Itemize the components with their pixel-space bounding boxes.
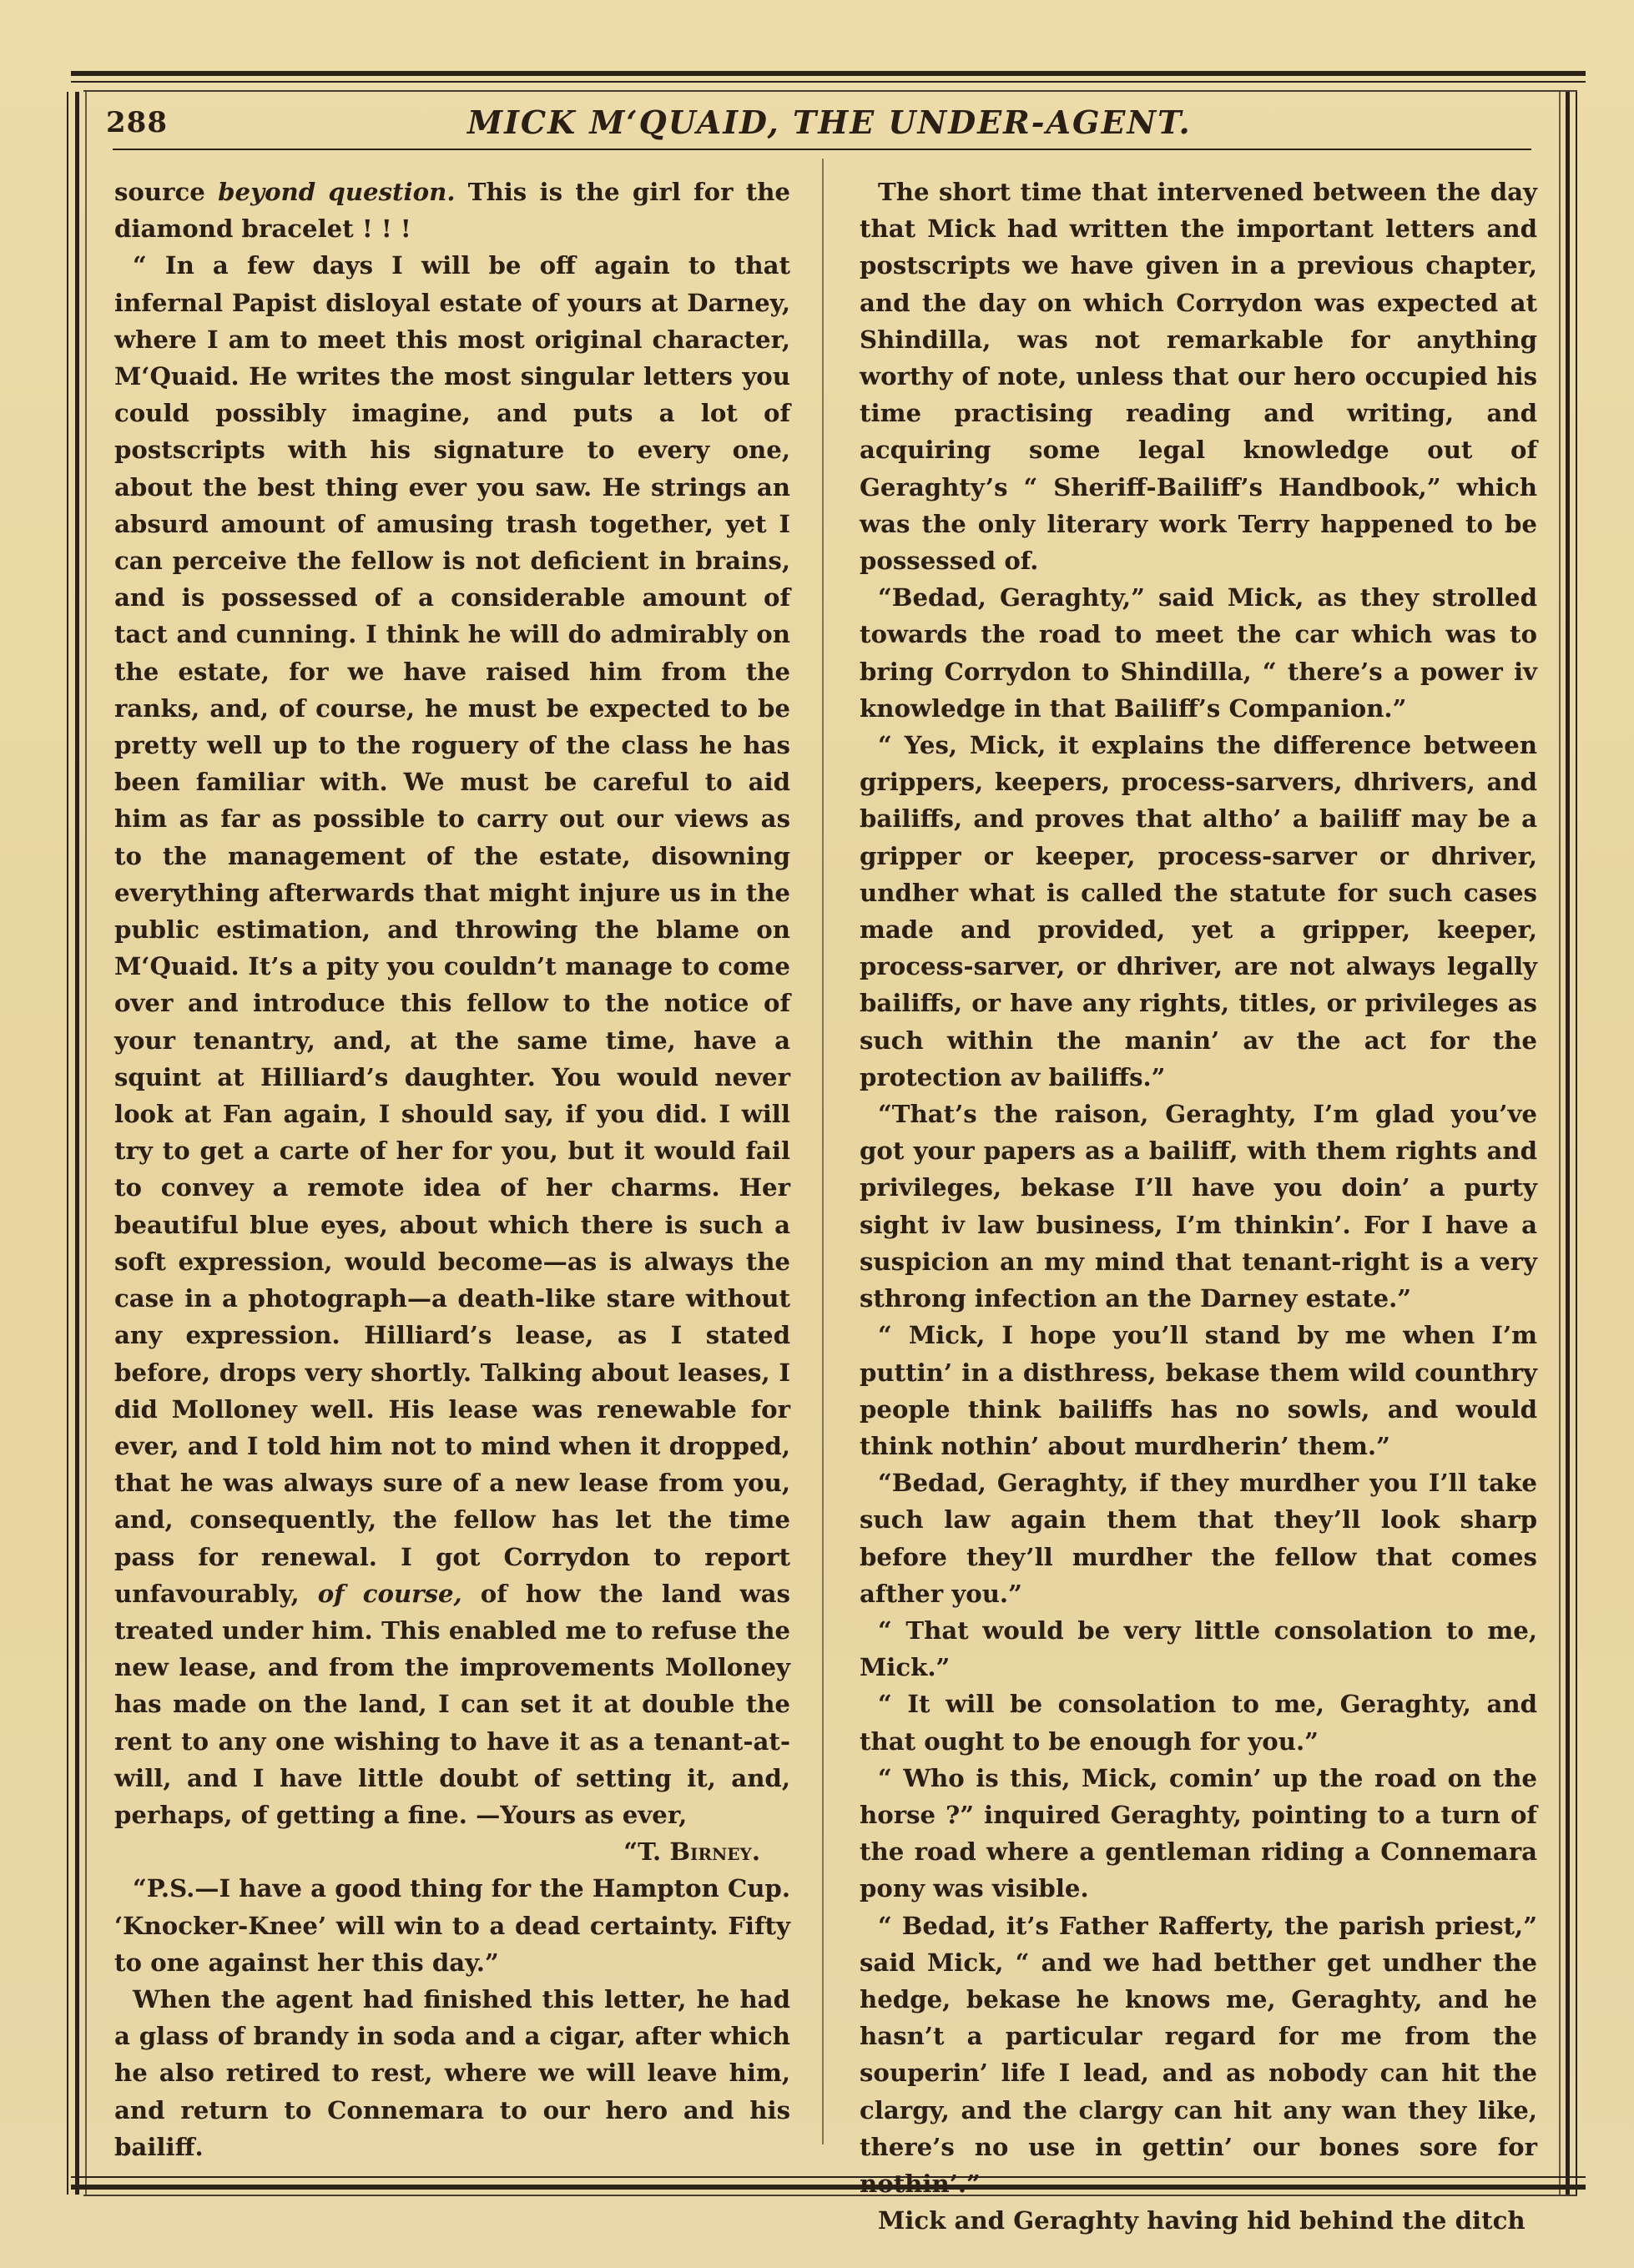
left-column [114, 174, 790, 2165]
top-border-rule [71, 81, 1586, 83]
right-border-rule [1576, 92, 1577, 2195]
text-run: source [114, 178, 219, 206]
italic-text: beyond question. [218, 178, 456, 206]
paragraph: “That’s the raison, Geraghty, I’m glad you’ve got your papers as a bailiff, with them rights and privileges, bekase I’ll have you doin’ a purty sight iv law business, I’m thinkin’. For I have a suspicion an my mind that tenant-right is a very sthrong infection an the Darney estate.” [860, 1100, 1537, 1313]
left-border-rule [75, 92, 79, 2195]
top-border-rule [83, 90, 1577, 92]
text-run: “T. [623, 1837, 670, 1867]
left-border-rule [67, 92, 68, 2195]
paragraph: “P.S.—I have a good thing for the Hampton Cup. ‘Knocker-Knee’ will win to a dead certainty. Fifty to one against her this day.” [114, 1874, 790, 1977]
right-border-rule [1559, 92, 1561, 2195]
paragraph: “Bedad, Geraghty,” said Mick, as they strolled towards the road to meet the car which was to bring Corrydon to Shindilla, “ there’s a power iv knowledge in that Bailiff’s Companion.” [860, 583, 1537, 723]
paragraph: “ Mick, I hope you’ll stand by me when I’m puttin’ in a disthress, bekase them wild counthry people think bailiffs has no sowls, and would think nothin’ about murdherin’ them.” [860, 1321, 1537, 1460]
italic-text: of course, [317, 1579, 462, 1608]
paragraph: “ That would be very little consolation to me, Mick.” [860, 1615, 1537, 1682]
right-column [860, 174, 1537, 2239]
paragraph [114, 174, 790, 247]
header-underline [113, 149, 1531, 150]
text-run: “ In a few days I will be off again to that infernal Papist disloyal estate of yours at Darney, where I am to meet this most original character, M‘Quaid. He writes the most singular letters you could possibly imagine, and puts a lot of postscripts with his signature to every one, about the best thing ever you saw. He strings an absurd amount of amusing trash together, yet I can perceive the fellow is not deficient in brains, and is possessed of a considerable amount of tact and cunning. I think he will do admirably on the estate, for we have raised him from the ranks, and, of course, he must be expected to be pretty well up to the roguery of the class he has been familiar with. We must be careful to aid him as far as possible to carry out our views as to the management of the estate, disowning everything afterwards that might injure us in the public estimation, and throwing the blame on M‘Quaid. It’s a pity you couldn’t manage to come over and introduce this fellow to the notice of your tenantry, and, at the same time, have a squint at Hilliard’s daughter. You would never look at Fan again, I should say, if you did. I will try to get a carte of her for you, but it would fail to convey a remote idea of her charms. Her beautiful blue eyes, about which there is such a soft expression, would become—as is always the case in a photograph—a death-like stare without any expression. Hilliard’s lease, as I stated before, drops very shortly. Talking about leases, I did Molloney well. His lease was renewable for ever, and I told him not to mind when it dropped, that he was always sure of a new lease from you, and, consequently, the fellow has let the time pass for renewal. I got Corrydon to report unfavourably, [114, 251, 790, 1608]
page-number: 288 [106, 106, 168, 139]
paragraph: “ It will be consolation to me, Geraghty, and that ought to be enough for you.” [860, 1690, 1537, 1756]
right-border-rule [1566, 92, 1570, 2195]
paragraph: Mick and Geraghty having hid behind the ditch [878, 2206, 1526, 2235]
paragraph: “ Who is this, Mick, comin’ up the road on the horse ?” inquired Geraghty, pointing to a turn of the road where a gentleman riding a Connemara pony was visible. [860, 1763, 1537, 1903]
running-head: MICK M‘QUAID, THE UNDER-AGENT. [467, 103, 1192, 141]
left-border-rule [85, 92, 87, 2195]
text-run: of how the land was treated under him. This enabled me to refuse the new lease, and from the improvements Molloney has made on the land, I can set it at double the rent to any one wishing to have it as a tenant-at-will, and I have little doubt of setting it, and, perhaps, of getting a fine. —Yours as ever, [114, 1579, 790, 1829]
column-separator [822, 159, 824, 2145]
paragraph [114, 247, 790, 1833]
paragraph: “Bedad, Geraghty, if they murdher you I’ll take such law again them that they’ll look sharp before they’ll murdher the fellow that comes afther you.” [860, 1469, 1537, 1608]
paragraph: The short time that intervened between the day that Mick had written the important letters and postscripts we have given in a previous chapter, and the day on which Corrydon was expected at Shindilla, was not remarkable for anything worthy of note, unless that our hero occupied his time practising reading and writing, and acquiring some legal knowledge out of Geraghty’s “ Sheriff-Bailiff’s Handbook,” which was the only literary work Terry happened to be possessed of. [860, 178, 1537, 576]
top-border-rule [71, 71, 1586, 76]
letter-signature [114, 1833, 790, 1870]
paragraph: “ Yes, Mick, it explains the difference between grippers, keepers, process-sarvers, dhrivers, and bailiffs, and proves that altho’ a bailiff may be a gripper or keeper, process-sarver or dhriver, undher what is called the statute for such cases made and provided, yet a gripper, keeper, process-sarver, or dhriver, are not always legally bailiffs, or have any rights, titles, or privileges as such within the manin’ av the act for the protection av bailiffs.” [860, 731, 1537, 1091]
signature-name: Birney. [669, 1837, 760, 1867]
paragraph: When the agent had finished this letter, he had a glass of brandy in soda and a cigar, after which he also retired to rest, where we will leave him, and return to Connemara to our hero and his bailiff. [114, 1984, 790, 2161]
paragraph: “ Bedad, it’s Father Rafferty, the parish priest,” said Mick, “ and we had betther get undher the hedge, bekase he knows me, Geraghty, and he hasn’t a particular regard for me from the souperin’ life I lead, and as nobody can hit the clargy, and the clargy can hit any wan they like, there’s no use in gettin’ our bones sore for nothin’.” [860, 1911, 1537, 2198]
text-run: This is the girl for the diamond bracelet ! ! ! [114, 178, 790, 244]
